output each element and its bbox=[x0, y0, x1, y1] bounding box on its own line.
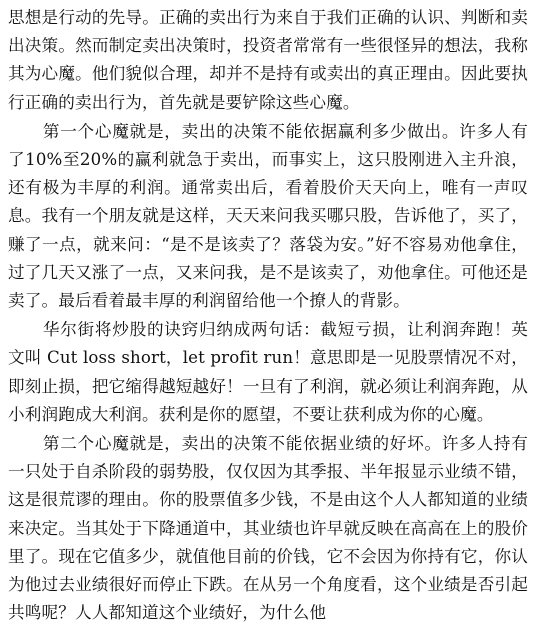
paragraph-second-demon: 第二个心魔就是，卖出的决策不能依据业绩的好坏。许多人持有一只处于自杀阶段的弱势股，仅仅因为其季报、半年报显示业绩不错，这是很荒谬的理由。你的股票值多少钱，不是由这个人人都知道的业绩来决定。当其处于下降通道中，其业绩也许早就反映在高高在上的股价里了。现在它值多少，就值他目前的价钱，它不会因为你持有它，你认为他过去业绩很好而停止下跌。在从另一个角度看，这个业绩是否引起共鸣呢？人人都知道这个业绩好，为什么他 bbox=[8, 434, 528, 623]
paragraph-first-demon: 第一个心魔就是，卖出的决策不能依据赢利多少做出。许多人有了10%至20%的赢利就急于卖出，而事实上，这只股刚进入主升浪，还有极为丰厚的利润。通常卖出后，看着股价天天向上，唯有一声叹息。我有一个朋友就是这样，天天来问我买哪只股，告诉他了，买了，赚了一点，就来问：“是不是该卖了？落袋为安。”好不容易劝他拿住，过了几天又涨了一点，又来问我，是不是该卖了，劝他拿住。可他还是卖了。最后看着最丰厚的利润留给他一个撩人的背影。 bbox=[8, 121, 528, 311]
paragraph-wall-street-saying: 华尔街将炒股的诀窍归纳成两句话：截短亏损，让利润奔跑！英文叫 Cut loss short，let profit run！意思即是一见股票情况不对，即刻止损，把它缩得越短越好！一旦有了利润，就必须让利润奔跑，从小利润跑成大利润。获利是你的愿望，不要让获利成为你的心魔。 bbox=[8, 320, 528, 424]
paragraph-intro: 思想是行动的先导。正确的卖出行为来自于我们正确的认识、判断和卖出决策。然而制定卖出决策时，投资者常常有一些很怪异的想法，我称其为心魔。他们貌似合理，却并不是持有或卖出的真正理由。因此要执行正确的卖出行为，首先就是要铲除这些心魔。 bbox=[8, 8, 528, 112]
